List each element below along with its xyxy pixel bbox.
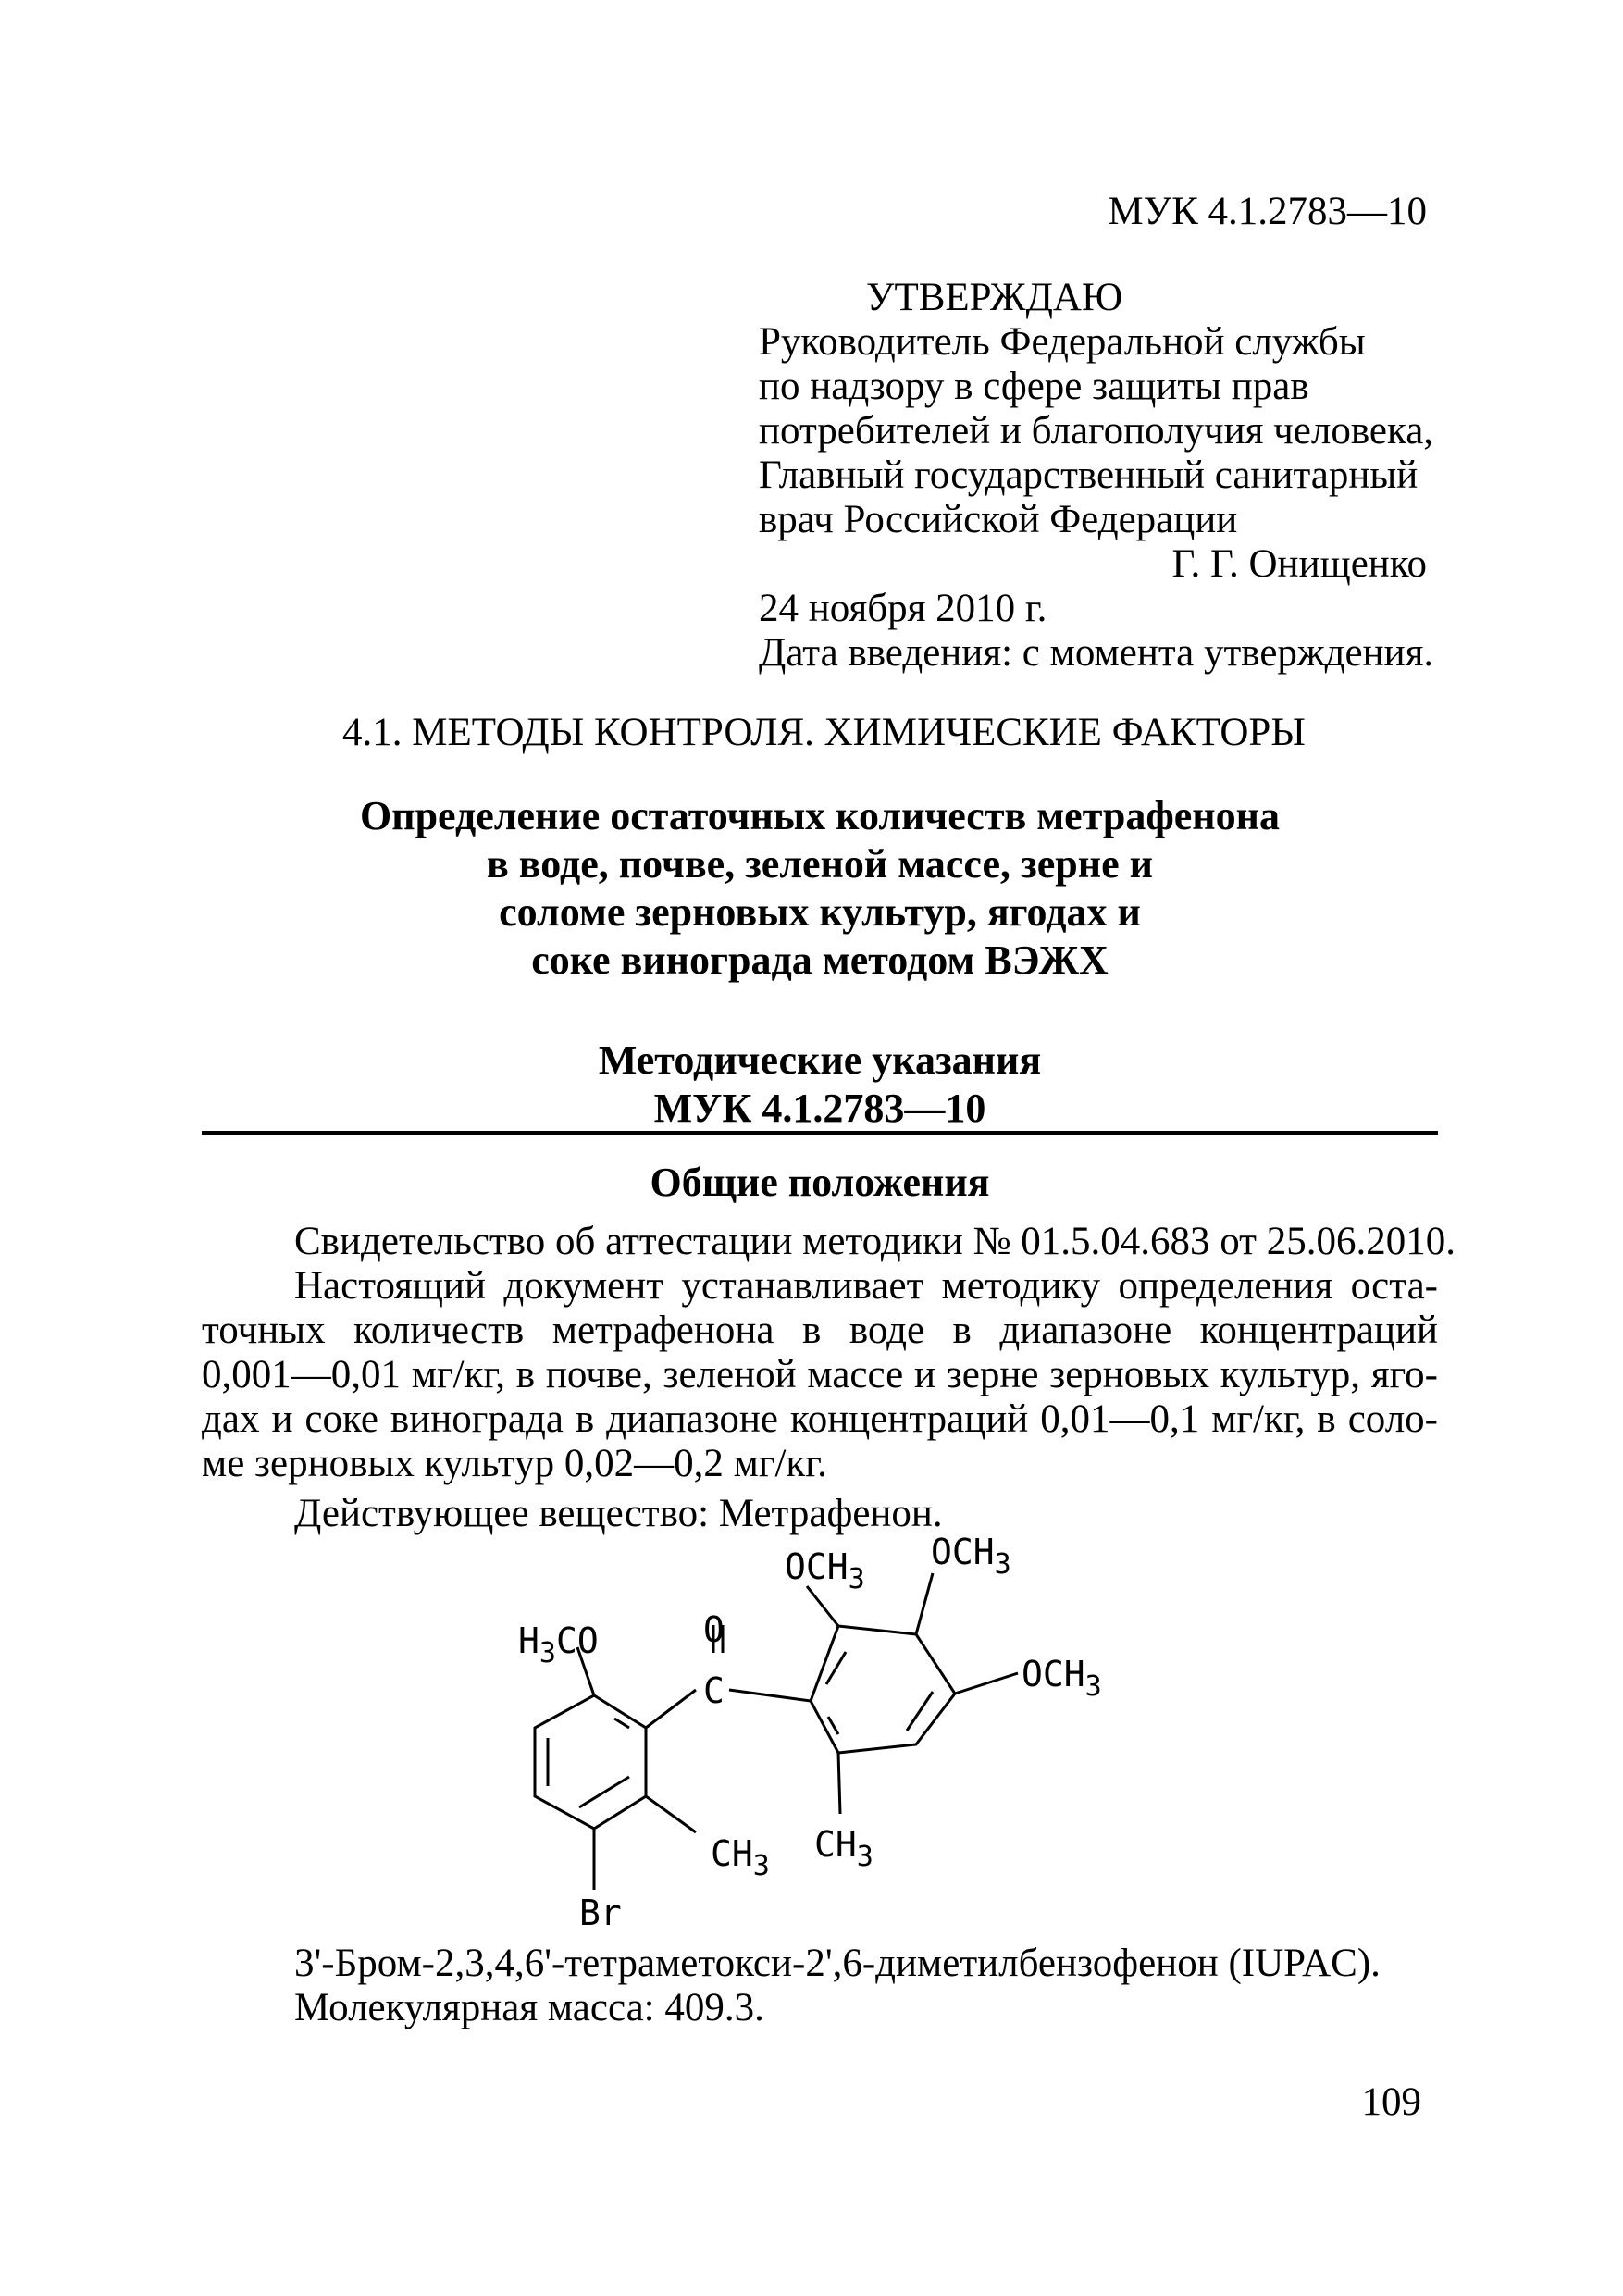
label-ch3-a: $CH_3$	[711, 1833, 770, 1882]
label-h3co: $H_3CO$	[518, 1620, 599, 1669]
title-line: соке винограда методом ВЭЖХ	[531, 937, 1109, 983]
methyl-bond	[646, 1796, 696, 1832]
label-och3-a: $OCH_3$	[785, 1546, 865, 1595]
left-ring-inner-bond	[579, 1777, 629, 1807]
subtitle-type: Методические указания	[598, 1037, 1042, 1083]
general-heading: Общие положения	[650, 1160, 990, 1205]
iupac-name: 3'-Бром-2,3,4,6'-тетраметокси-2',6-диметилбензофенон (IUPAC).	[294, 1942, 1381, 1985]
formula-bonds	[535, 1573, 1018, 1890]
document-code: МУК 4.1.2783—10	[1108, 190, 1427, 233]
carbonyl-bond-right	[729, 1690, 811, 1701]
para-line: точных количеств метрафенона в воде в диапазоне концентраций	[202, 1309, 1438, 1352]
approval-line: врач Российской Федерации	[759, 498, 1238, 541]
certificate-line: Свидетельство об аттестации методики № 01.5.04.683 от 25.06.2010.	[294, 1220, 1456, 1263]
signatory-name: Г. Г. Онищенко	[1171, 542, 1427, 586]
approval-line: по надзору в сфере защиты прав	[759, 365, 1309, 408]
page-number: 109	[1361, 2080, 1421, 2124]
methoxy-bond	[807, 1586, 838, 1626]
approval-date: 24 ноября 2010 г.	[759, 587, 1047, 630]
left-benzene-ring	[535, 1695, 646, 1829]
para-line: Настоящий документ устанавливает методику определения оста-	[294, 1264, 1438, 1308]
para-line-last: ме зерновых культур 0,02—0,2 мг/кг.	[202, 1442, 827, 1485]
label-och3-c: $OCH_3$	[1022, 1654, 1102, 1703]
methoxy-bond	[916, 1573, 933, 1634]
approval-line: Главный государственный санитарный	[759, 453, 1419, 497]
methyl-bond	[838, 1753, 840, 1814]
section-heading: 4.1. МЕТОДЫ КОНТРОЛЯ. ХИМИЧЕСКИЕ ФАКТОРЫ	[342, 711, 1306, 754]
subtitle-code: МУК 4.1.2783—10	[653, 1086, 986, 1131]
title-line: соломе зерновых культур, ягодах и	[499, 889, 1141, 935]
approval-title: УТВЕРЖДАЮ	[866, 276, 1123, 319]
approval-line: Руководитель Федеральной службы	[759, 320, 1366, 364]
carbonyl-bond-left	[646, 1690, 696, 1728]
left-ring-inner-bond	[614, 1719, 629, 1728]
title-line: Определение остаточных количеств метрафенона	[360, 793, 1280, 838]
title-line: в воде, почве, зеленой массе, зерне и	[487, 841, 1153, 887]
label-br: Br	[579, 1893, 622, 1933]
approval-line: потребителей и благополучия человека,	[759, 409, 1434, 453]
label-ch3-b: $CH_3$	[814, 1824, 873, 1873]
methoxy-bond	[955, 1673, 1018, 1694]
label-o: O	[703, 1609, 725, 1650]
right-ring-inner-bond	[907, 1692, 933, 1731]
para-line: дах и соке винограда в диапазоне концентраций 0,01—0,1 мг/кг, в соло-	[202, 1397, 1438, 1441]
effective-date: Дата введения: с момента утверждения.	[759, 631, 1434, 675]
label-och3-b: $OCH_3$	[931, 1532, 1011, 1581]
label-c: C	[703, 1670, 725, 1711]
active-substance: Действующее вещество: Метрафенон.	[294, 1492, 943, 1535]
right-ring-inner-bond	[826, 1652, 846, 1684]
para-line: 0,001—0,01 мг/кг, в почве, зеленой массе и зерне зерновых культур, яго-	[202, 1353, 1438, 1396]
right-benzene-ring	[811, 1626, 955, 1753]
molecular-mass: Молекулярная масса: 409.3.	[294, 1986, 764, 2029]
right-ring-inner-bond	[828, 1717, 838, 1734]
